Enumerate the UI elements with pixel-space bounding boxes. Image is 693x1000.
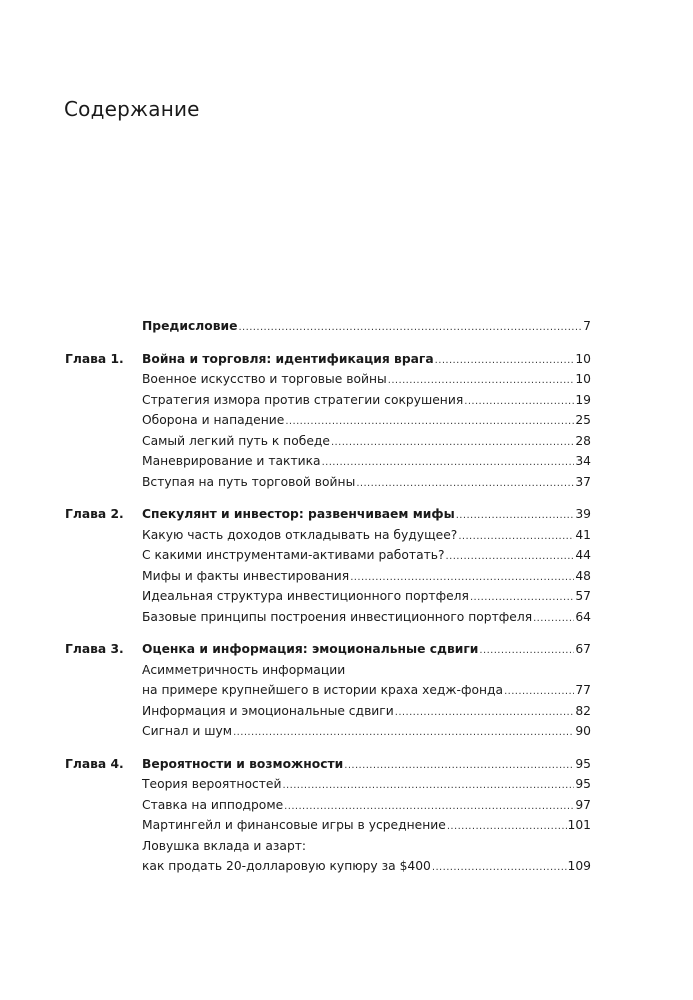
toc-entry[interactable] [142, 721, 591, 744]
toc-row [0, 680, 693, 701]
toc-entry[interactable] [142, 451, 591, 474]
toc-entry[interactable] [142, 316, 591, 339]
dot-leader [479, 641, 574, 662]
toc-entry[interactable] [142, 795, 591, 818]
toc-entry[interactable] [142, 815, 591, 838]
toc-entry-title: Стратегия измора против стратегии сокрушения [142, 392, 464, 407]
dot-leader [350, 568, 574, 589]
toc-row [0, 721, 693, 742]
toc-entry[interactable] [142, 525, 591, 548]
toc-entry-title: Сигнал и шум [142, 724, 233, 738]
table-of-contents [0, 316, 693, 877]
toc-entry-title: Ставка на ипподроме [142, 797, 284, 812]
toc-entry-title: Ловушка вклада и азарт: [142, 838, 307, 853]
page-number: 95 [575, 777, 591, 791]
toc-entry[interactable] [142, 369, 591, 392]
toc-row [0, 836, 693, 857]
toc-entry[interactable] [142, 754, 591, 777]
toc-entry-title: Военное искусство и торговые войны [142, 372, 387, 386]
toc-entry[interactable] [142, 431, 591, 454]
toc-row [0, 472, 693, 493]
toc-entry-title: Асимметричность информации [142, 662, 346, 677]
dot-leader [331, 433, 574, 454]
toc-row [0, 504, 693, 525]
toc-entry-title: Мифы и факты инвестирования [142, 568, 350, 583]
page-number: 95 [575, 756, 591, 771]
dot-leader [458, 527, 574, 548]
toc-row [0, 525, 693, 546]
toc-row [0, 639, 693, 660]
dot-leader [285, 412, 574, 433]
toc-entry-title: Вероятности и возможности [142, 756, 344, 771]
dot-leader [395, 703, 575, 724]
toc-row [0, 431, 693, 452]
toc-entry-title: Базовые принципы построения инвестиционного портфеля [142, 609, 533, 624]
toc-row [0, 390, 693, 411]
toc-entry-title: Война и торговля: идентификация врага [142, 351, 434, 366]
dot-leader [233, 723, 574, 744]
toc-entry[interactable] [142, 586, 591, 609]
toc-entry[interactable] [142, 472, 591, 495]
chapter-number: Глава 1. [65, 351, 124, 366]
toc-row [0, 349, 693, 370]
toc-row [0, 369, 693, 390]
toc-row [0, 701, 693, 722]
toc-entry-title: Предисловие [142, 319, 238, 333]
dot-leader [447, 817, 567, 838]
toc-entry[interactable] [142, 639, 591, 662]
toc-entry[interactable] [142, 660, 591, 681]
toc-entry[interactable] [142, 701, 591, 724]
page-number: 28 [575, 433, 591, 448]
toc-row [0, 410, 693, 431]
dot-leader [282, 776, 574, 797]
page-number: 101 [567, 818, 591, 832]
toc-entry-title: Вступая на путь торговой войны [142, 474, 356, 489]
toc-entry-title: Маневрирование и тактика [142, 454, 321, 468]
toc-row [0, 586, 693, 607]
toc-entry-title: Информация и эмоциональные сдвиги [142, 703, 394, 718]
toc-row [0, 545, 693, 566]
toc-entry[interactable] [142, 836, 591, 857]
page-number: 90 [575, 724, 591, 738]
page-number: 39 [575, 507, 591, 521]
toc-entry-title: как продать 20-долларовую купюру за $400 [142, 859, 431, 873]
page-number: 67 [575, 642, 591, 656]
toc-entry-title: Самый легкий путь к победе [142, 433, 330, 448]
toc-entry[interactable] [142, 607, 591, 630]
toc-entry-title: Мартингейл и финансовые игры в усреднение [142, 818, 446, 832]
toc-row [0, 754, 693, 775]
chapter-number: Глава 4. [65, 756, 124, 771]
toc-entry-title: С какими инструментами-активами работать? [142, 548, 445, 562]
dot-leader [456, 506, 575, 527]
page-number: 34 [575, 454, 591, 468]
toc-entry[interactable] [142, 349, 591, 372]
toc-entry[interactable] [142, 680, 591, 703]
page-number: 10 [575, 372, 591, 386]
toc-entry[interactable] [142, 856, 591, 879]
toc-entry-title: Оборона и нападение [142, 413, 285, 427]
toc-row [0, 451, 693, 472]
page-number: 7 [583, 319, 591, 333]
chapter-number: Глава 3. [65, 642, 124, 656]
dot-leader [464, 392, 574, 413]
toc-entry[interactable] [142, 545, 591, 568]
toc-entry-title: Теория вероятностей [142, 777, 282, 791]
dot-leader [470, 588, 574, 609]
toc-entry[interactable] [142, 504, 591, 527]
toc-entry[interactable] [142, 390, 591, 413]
toc-entry-title: Идеальная структура инвестиционного портфеля [142, 589, 469, 603]
toc-row [0, 795, 693, 816]
toc-row [0, 566, 693, 587]
toc-entry-title: Спекулянт и инвестор: развенчиваем мифы [142, 507, 455, 521]
toc-row [0, 607, 693, 628]
dot-leader [344, 756, 574, 777]
page-number: 82 [575, 703, 591, 718]
toc-entry-title: на примере крупнейшего в истории краха хедж-фонда [142, 683, 504, 697]
page-number: 44 [575, 548, 591, 562]
toc-entry-title: Какую часть доходов откладывать на будущее? [142, 527, 458, 542]
toc-entry[interactable] [142, 774, 591, 797]
page-number: 97 [575, 797, 591, 812]
dot-leader [284, 797, 574, 818]
dot-leader [446, 547, 575, 568]
page-number: 57 [575, 589, 591, 603]
chapter-number: Глава 2. [65, 507, 124, 521]
dot-leader [432, 858, 567, 879]
page-number: 10 [575, 351, 591, 366]
page-number: 64 [575, 609, 591, 624]
dot-leader [322, 453, 575, 474]
dot-leader [435, 351, 575, 372]
page-number: 48 [575, 568, 591, 583]
page-number: 25 [575, 413, 591, 427]
toc-entry-title: Оценка и информация: эмоциональные сдвиги [142, 642, 479, 656]
dot-leader [388, 371, 575, 392]
page-number: 41 [575, 527, 591, 542]
page-number: 37 [575, 474, 591, 489]
toc-entry[interactable] [142, 566, 591, 589]
toc-row [0, 815, 693, 836]
page-number: 77 [575, 683, 591, 697]
toc-entry[interactable] [142, 410, 591, 433]
toc-row [0, 774, 693, 795]
page-number: 19 [575, 392, 591, 407]
dot-leader [238, 318, 582, 339]
dot-leader [356, 474, 574, 495]
toc-row [0, 660, 693, 681]
dot-leader [533, 609, 574, 630]
page-title: Содержание [64, 97, 200, 121]
toc-row [0, 856, 693, 877]
toc-row [0, 316, 693, 337]
page-number: 109 [567, 859, 591, 873]
dot-leader [504, 682, 574, 703]
